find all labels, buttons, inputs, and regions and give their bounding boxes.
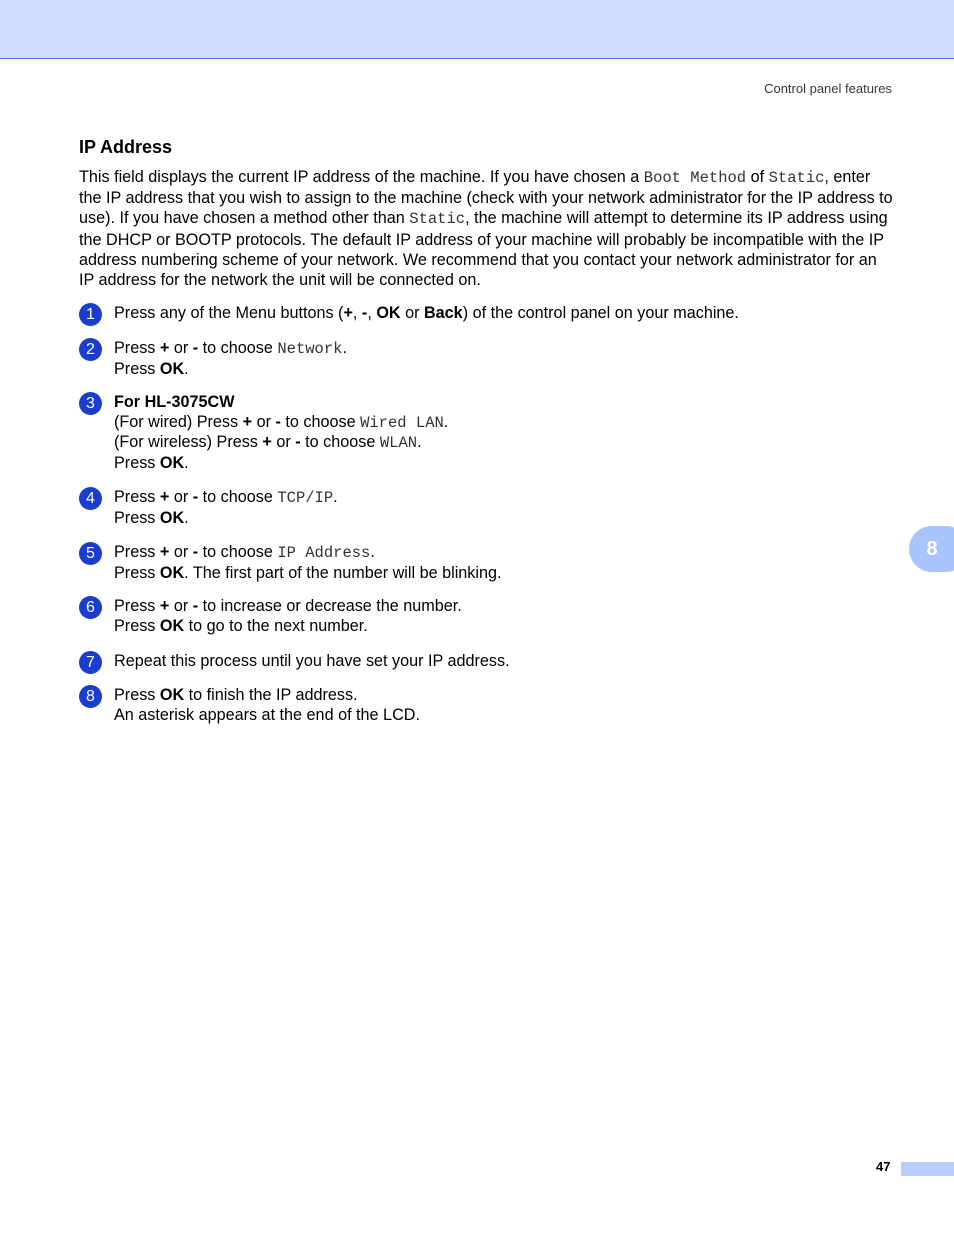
code-menu-item: IP Address [277, 544, 371, 562]
page-number-bar [901, 1162, 954, 1176]
code-boot-method: Boot Method [643, 169, 747, 187]
chapter-tab[interactable] [909, 526, 954, 572]
intro-paragraph: This field displays the current IP address of the machine. If you have chosen a Boot Method of Static, enter the IP address that you wish to assign to the machine (check with your network administrator for the IP address to use). If you have chosen a method other than Static, the machine will attempt to determine its IP address using the DHCP or BOOTP protocols. The default IP address of your machine will probably be incompatible with the IP address numbering scheme of your network. We recommend that you contact your network administrator for an IP address for the network the unit will be connected on. [79, 168, 893, 290]
code-menu-item: Wired LAN [360, 413, 444, 432]
step-number-badge: 3 [79, 392, 102, 415]
step-text: (For wired) Press + or - to choose Wired LAN. [114, 412, 449, 432]
step-text: Press OK. The first part of the number will be blinking. [114, 563, 502, 582]
step-number-badge: 6 [79, 596, 102, 619]
code-static: Static [409, 210, 466, 229]
step-text: Press any of the Menu buttons (+, -, OK or Back) of the control panel on your machine. [114, 304, 739, 322]
step-number-badge: 5 [79, 542, 102, 565]
step-text: Press + or - to choose IP Address. [114, 543, 375, 562]
step-text: Press OK. [114, 359, 189, 378]
code-static: Static [768, 169, 825, 187]
step-text: Press + or - to choose Network. [114, 339, 347, 358]
code-menu-item: WLAN [379, 434, 418, 452]
code-menu-item: TCP/IP [277, 489, 334, 507]
header-band [0, 0, 954, 59]
step-text: Press + or - to increase or decrease the number. [114, 597, 462, 615]
running-head: Control panel features [764, 81, 892, 96]
code-menu-item: Network [277, 340, 343, 358]
step-text: Press + or - to choose TCP/IP. [114, 488, 338, 507]
step-number-badge: 4 [79, 487, 102, 510]
page-number: 47 [876, 1159, 891, 1174]
step-number-badge: 1 [79, 303, 102, 326]
step-text: Press OK to finish the IP address. [114, 686, 358, 704]
step-text: Repeat this process until you have set your IP address. [114, 652, 510, 670]
step-number-badge: 7 [79, 651, 102, 674]
step-text: Press OK. [114, 453, 189, 472]
step-number-badge: 2 [79, 338, 102, 361]
step-number-badge: 8 [79, 685, 102, 708]
step-text: Press OK to go to the next number. [114, 616, 368, 635]
chapter-tab-number: 8 [926, 538, 938, 560]
step-text: Press OK. [114, 508, 189, 527]
step-text: (For wireless) Press + or - to choose WLAN. [114, 433, 422, 452]
step-heading: For HL-3075CW [114, 393, 235, 411]
section-title: IP Address [79, 137, 173, 157]
step-text: An asterisk appears at the end of the LCD. [114, 705, 420, 724]
